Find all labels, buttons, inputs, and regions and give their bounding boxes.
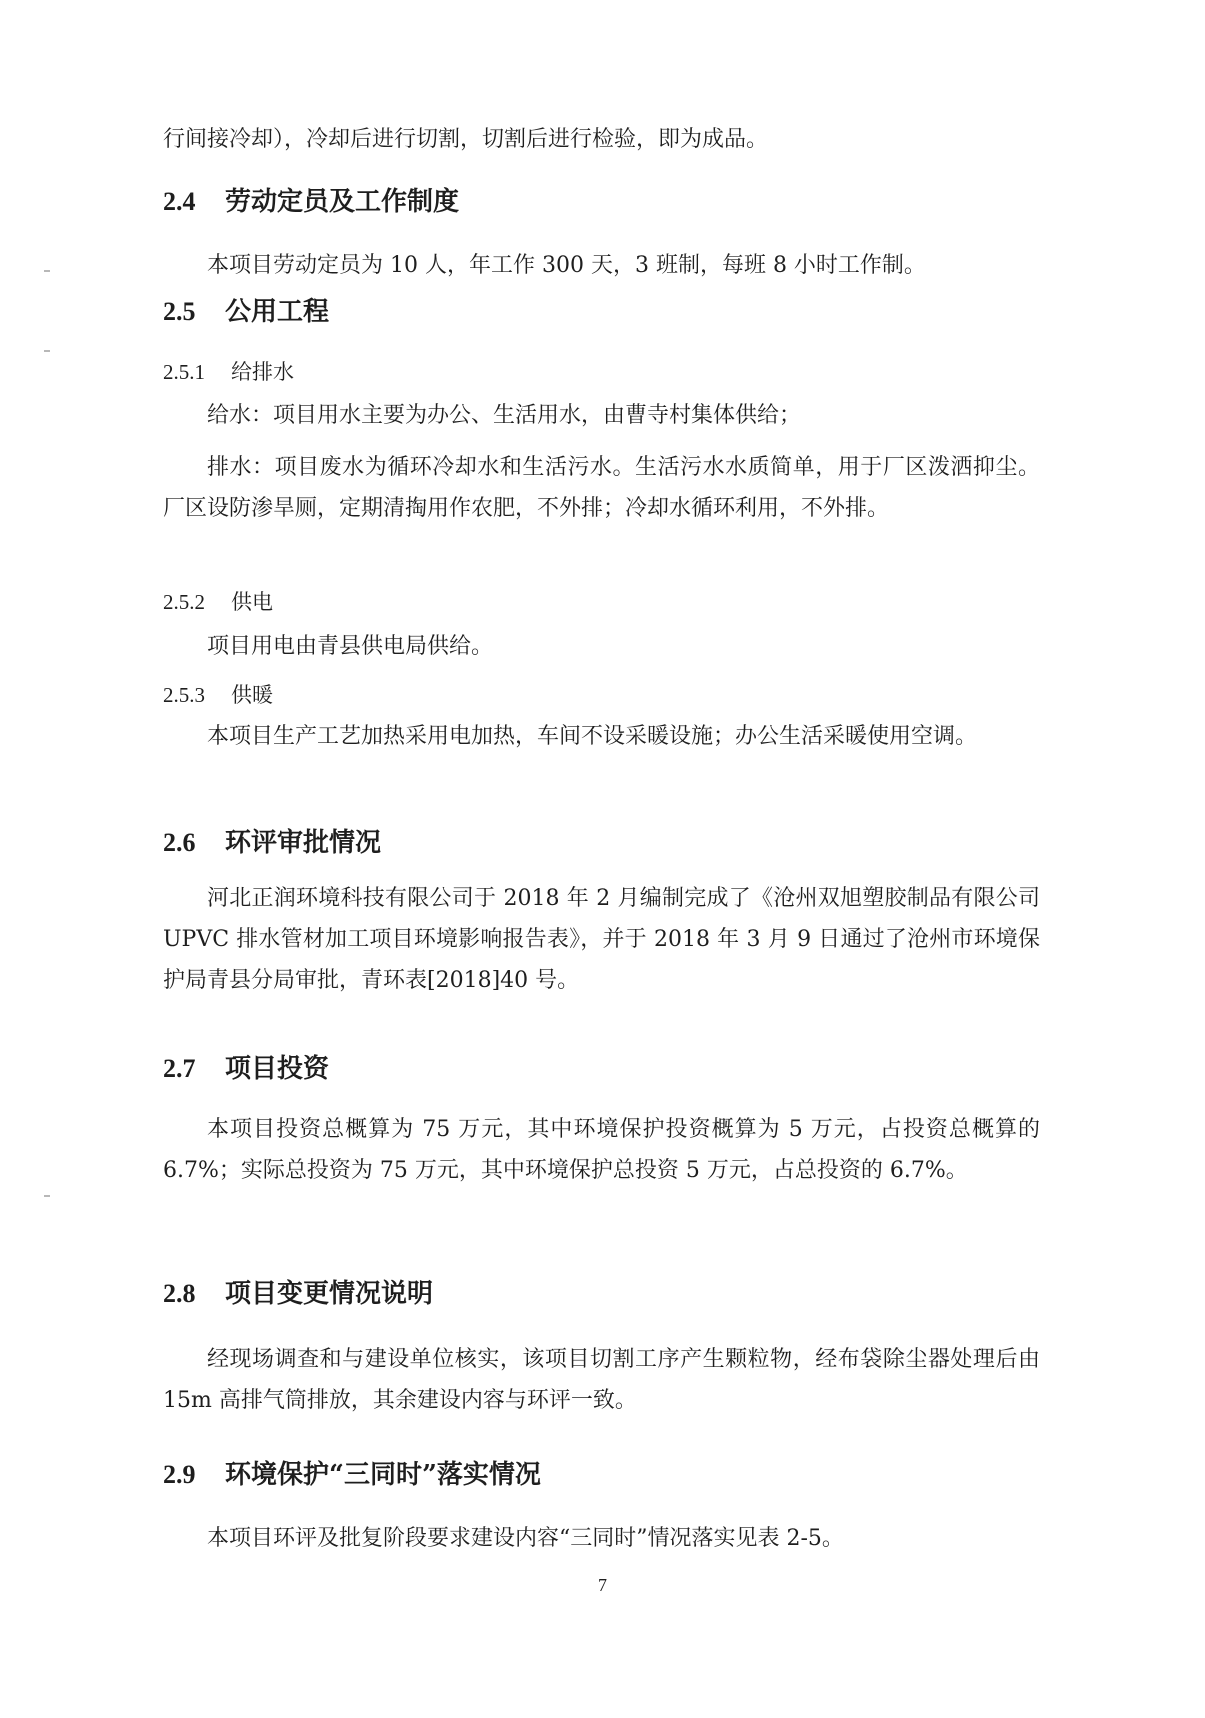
section-title: 项目变更情况说明 [225,1279,434,1309]
section-title: 劳动定员及工作制度 [225,187,460,217]
subsection-heading-2-5-3 [163,680,273,710]
subsection-number: 2.5.2 [163,590,205,614]
subsection-number: 2.5.1 [163,360,205,384]
section-number: 2.8 [163,1279,196,1308]
paragraph: 本项目劳动定员为 10 人，年工作 300 天，3 班制，每班 8 小时工作制。 [207,253,926,278]
subsection-title: 供暖 [231,683,273,707]
paragraph: 给水：项目用水主要为办公、生活用水，由曹寺村集体供给； [207,403,802,428]
subsection-title: 给排水 [231,360,294,384]
section-number: 2.6 [163,828,196,857]
section-title: 环评审批情况 [225,828,382,858]
section-number: 2.4 [163,187,196,216]
subsection-number: 2.5.3 [163,683,205,707]
section-heading-2-5 [163,295,329,329]
section-title: 环境保护“三同时”落实情况 [225,1460,541,1490]
paragraph: 本项目环评及批复阶段要求建设内容“三同时”情况落实见表 2-5。 [207,1526,844,1551]
section-number: 2.7 [163,1054,196,1083]
subsection-heading-2-5-2 [163,587,273,617]
section-title: 项目投资 [225,1054,330,1084]
paragraph: 本项目生产工艺加热采用电加热，车间不设采暖设施；办公生活采暖使用空调。 [207,724,978,749]
paragraph: 经现场调查和与建设单位核实，该项目切割工序产生颗粒物，经布袋除尘器处理后由 15m 高排气筒排放，其余建设内容与环评一致。 [163,1347,1040,1413]
page-number: 7 [598,1575,607,1595]
paragraph: 本项目投资总概算为 75 万元，其中环境保护投资概算为 5 万元，占投资总概算的 6.7%；实际总投资为 75 万元，其中环境保护总投资 5 万元，占总投资的 6.7%。 [163,1117,1040,1183]
scan-speck [44,350,50,352]
section-number: 2.9 [163,1460,196,1489]
section-title: 公用工程 [225,297,330,327]
section-heading-2-9 [163,1458,541,1492]
scan-speck [44,270,50,272]
paragraph: 排水：项目废水为循环冷却水和生活污水。生活污水水质简单，用于厂区泼洒抑尘。厂区设防渗旱厕，定期清掏用作农肥，不外排；冷却水循环利用，不外排。 [163,455,1040,521]
subsection-title: 供电 [231,590,273,614]
section-heading-2-6 [163,826,381,860]
section-heading-2-4 [163,185,459,219]
paragraph: 河北正润环境科技有限公司于 2018 年 2 月编制完成了《沧州双旭塑胶制品有限公司 UPVC 排水管材加工项目环境影响报告表》，并于 2018 年 3 月 9 日通过了沧州市环境保护局青县分局审批，青环表[2018]40 号。 [163,886,1040,993]
scan-speck [44,1195,50,1197]
section-number: 2.5 [163,297,196,326]
paragraph: 项目用电由青县供电局供给。 [207,634,494,659]
section-heading-2-8 [163,1277,433,1311]
continuation-text: 行间接冷却），冷却后进行切割，切割后进行检验，即为成品。 [163,127,769,152]
section-heading-2-7 [163,1052,329,1086]
subsection-heading-2-5-1 [163,357,294,387]
